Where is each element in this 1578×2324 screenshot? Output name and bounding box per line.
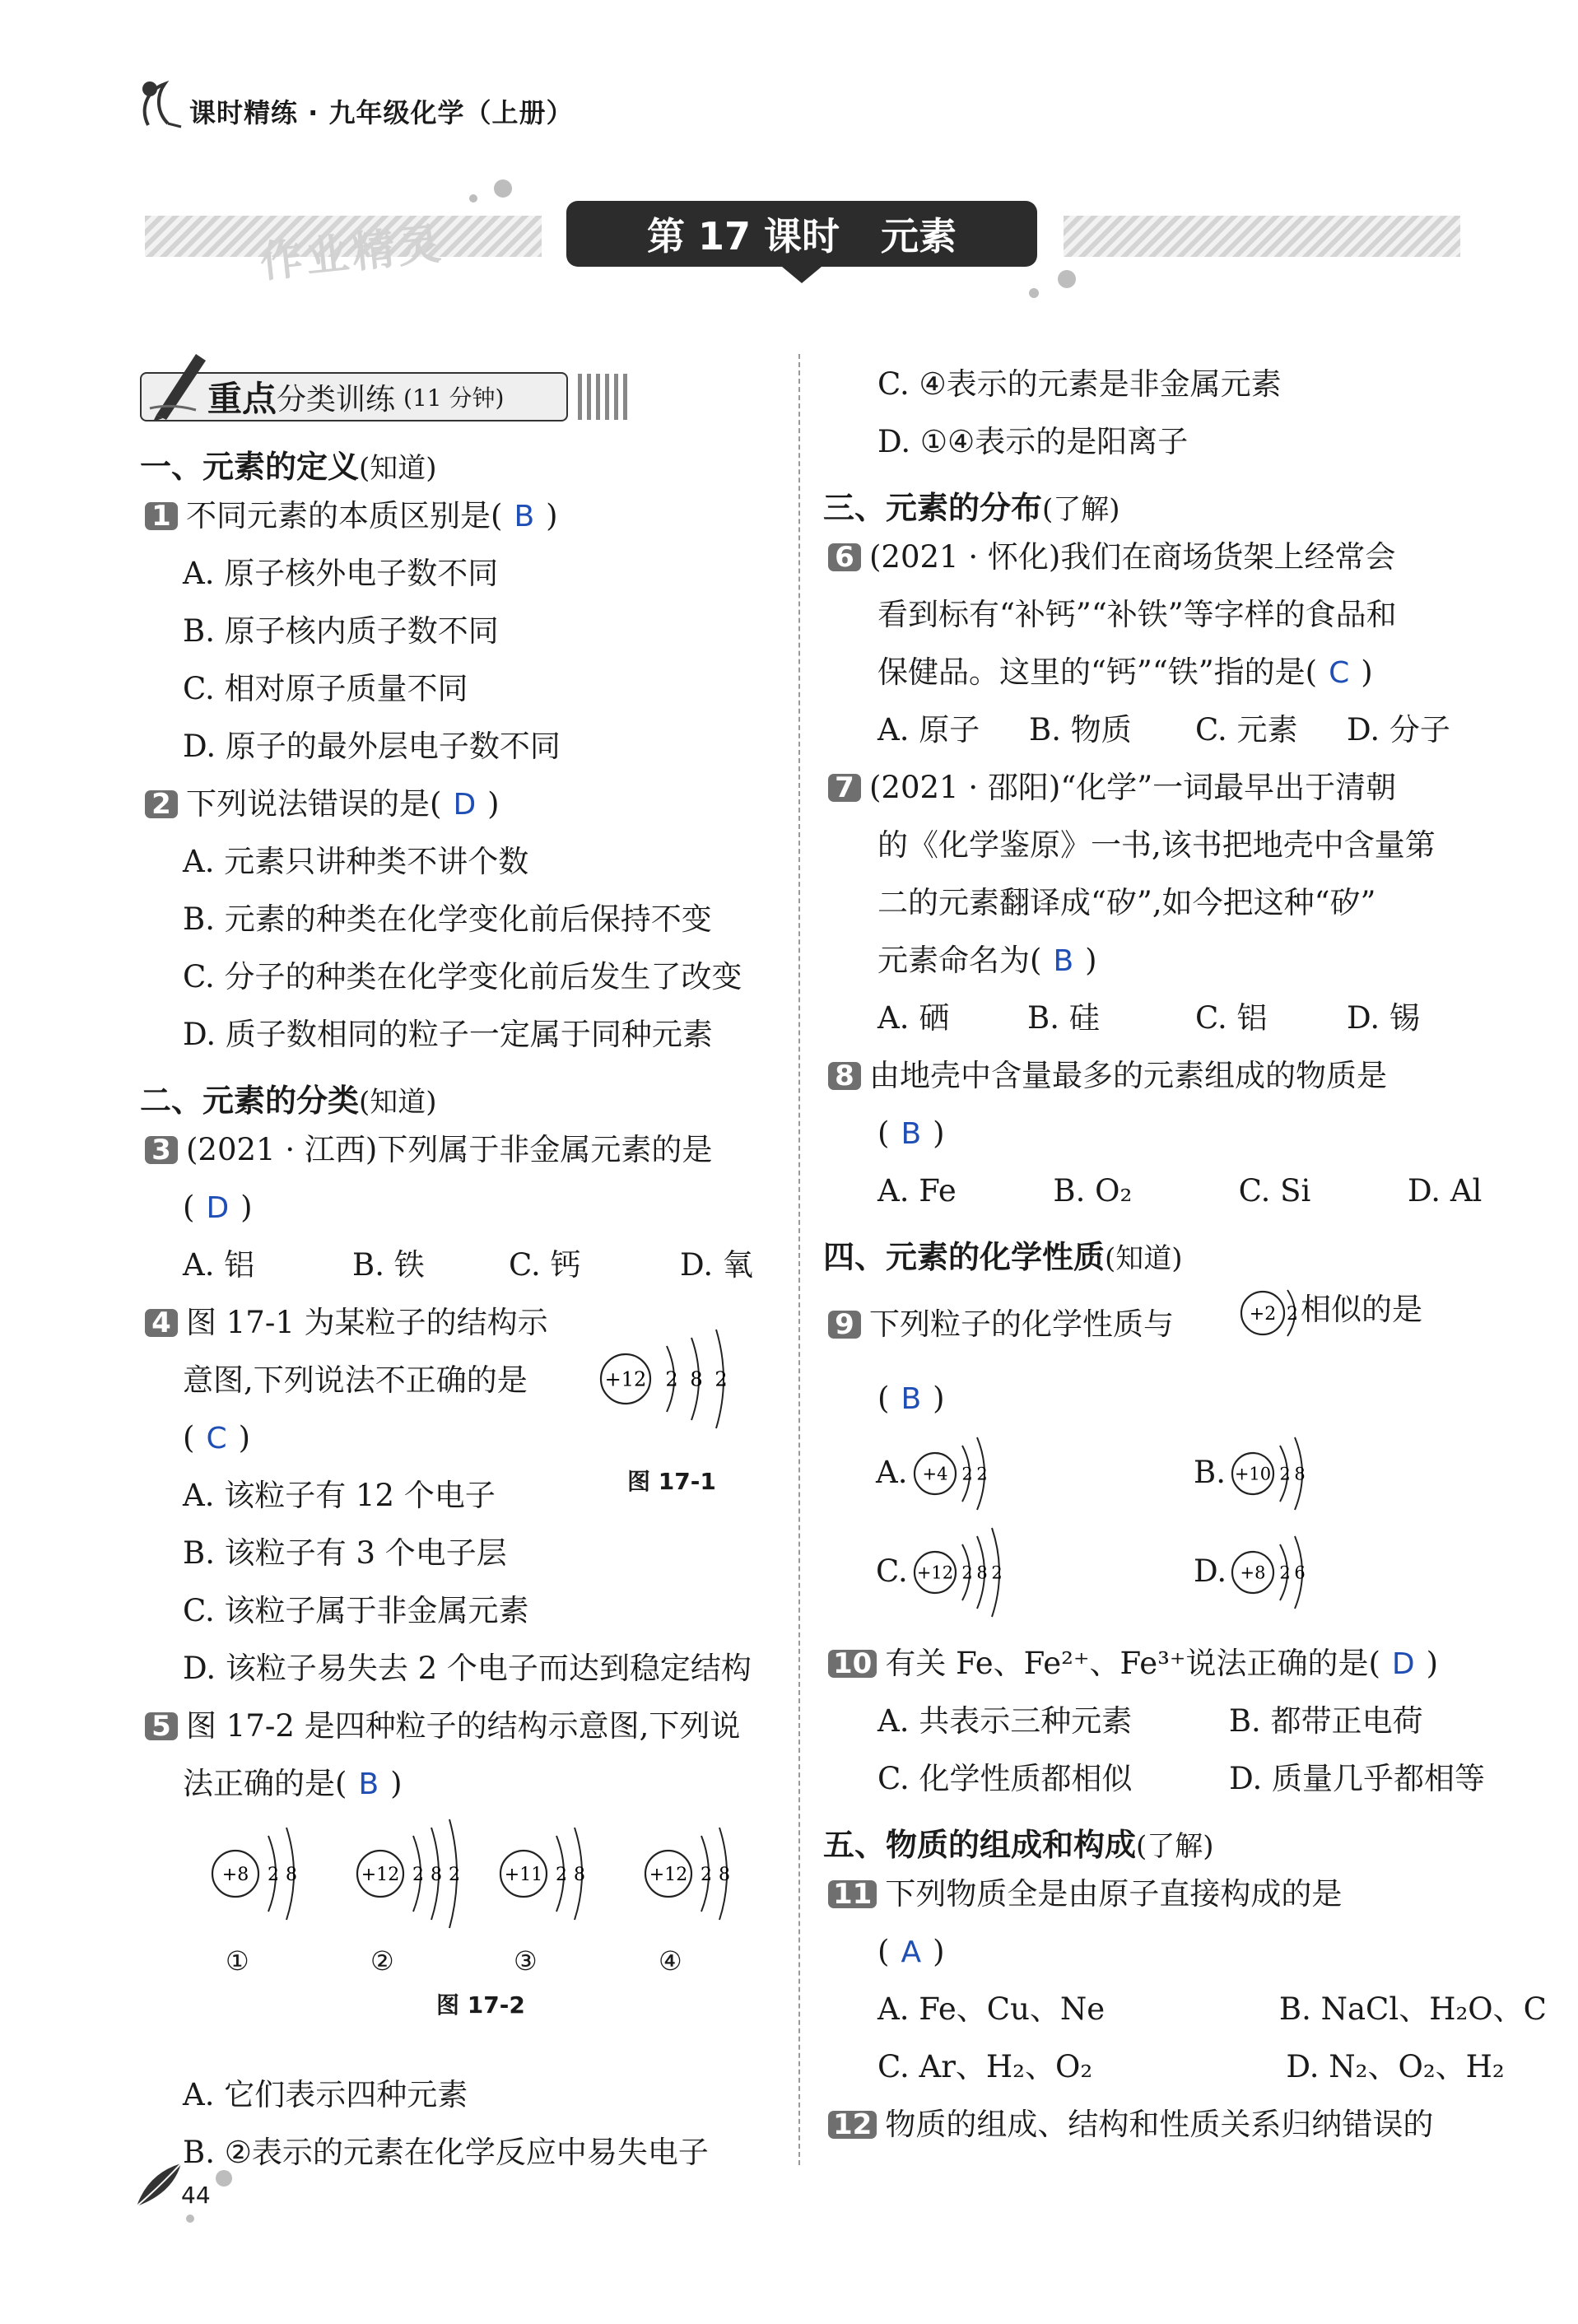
question [145,1307,548,1338]
q9-option-diagram [907,1531,1031,1614]
answer-line [877,654,1373,690]
q9-option-letter: C. [876,1553,908,1589]
nucleus-charge: +12 [916,1563,954,1583]
heading-tag: (了解) [1136,1830,1214,1863]
answer-line [877,1115,945,1151]
question-text: 元素命名为( [877,943,1042,978]
shell-electron-count: 2 [976,1464,988,1484]
option-item: D. 分子 [1347,712,1450,747]
heading-tag: (知道) [1105,1242,1183,1275]
fig2-label: ③ [514,1945,538,1977]
answer-choice: C [1329,656,1350,690]
question [828,772,1396,803]
q9-option-diagram [1225,1531,1348,1614]
shell-electron-count: 2 [449,1864,460,1885]
question-number: 10 [828,1650,877,1678]
option-line: D. ①④表示的是阳离子 [877,424,1189,459]
answer-choice: B [358,1767,379,1801]
answer-line [877,1936,945,1968]
option-line: A. Fe B. O₂ C. Si D. Al [877,1173,1483,1209]
nucleus-charge: +8 [1240,1563,1266,1583]
shell-electron-count: 2 [665,1367,678,1391]
question [145,786,500,822]
q9-option-letter: D. [1194,1553,1227,1589]
answer-line [877,1383,945,1414]
option-item: D. 氧 [680,1247,753,1283]
option-item: B. 铁 [352,1247,425,1283]
option-line: A. 原子核外电子数不同 [183,556,499,591]
question-text-end: ) [933,1115,945,1151]
shell-electron-count: 8 [1294,1464,1306,1484]
watermark: 作业精灵 [258,219,447,288]
nucleus-charge: +12 [649,1864,688,1885]
option-line: B. 元素的种类在化学变化前后保持不变 [183,901,712,937]
question-text: 下列说法错误的是( [186,786,442,822]
q9-reference-diagram [1238,1284,1296,1342]
option-item: B. 物质 [1029,712,1132,747]
question-number: 3 [145,1136,178,1164]
shell-electron-count: 8 [574,1864,585,1885]
shell-electron-count: 8 [690,1367,703,1391]
shell-electron-count: 2 [701,1864,712,1885]
option-line: C. 该粒子属于非金属元素 [183,1593,529,1628]
question-text-end: ) [546,498,558,533]
answer-choice: A [901,1935,922,1969]
question-text-end: ) [933,1934,945,1969]
question-number: 9 [828,1311,861,1339]
question-number: 6 [828,543,861,571]
decor-dot [494,179,512,198]
shell-electron-count: 2 [991,1563,1003,1583]
option-line: B. ②表示的元素在化学反应中易失电子 [183,2135,709,2170]
fig2-particle [644,1808,792,1956]
answer-line [183,1768,403,1800]
section-time: (11 分钟) [403,384,505,412]
option-item: B. 硅 [1027,1000,1100,1036]
shell-electron-count: 2 [412,1864,424,1885]
question-number: 1 [145,502,178,530]
question-text: ( [183,1190,195,1225]
question-text-end: ) [1361,654,1373,690]
question-number: 7 [828,774,861,802]
decor-dot [186,2215,194,2223]
question-text: ( [877,1115,890,1151]
heading-tag: (知道) [359,452,437,485]
question-number: 12 [828,2111,877,2139]
heading-text: 三、元素的分布 [823,490,1043,526]
nucleus-charge: +12 [361,1864,400,1885]
section-heading [823,1819,1214,1865]
option-item: C. 铝 [1195,1000,1268,1036]
shell-electron-count: 8 [431,1864,442,1885]
question-text-end: ) [238,1420,251,1455]
answer-choice: B [901,1117,922,1151]
nucleus-charge: +11 [504,1864,543,1885]
lesson-title [566,201,1037,267]
question [145,1708,741,1744]
question-text: 不同元素的本质区别是( [186,498,503,533]
question-text: (2021 · 邵阳)“化学”一词最早出于清朝 [869,770,1397,805]
answer-choice: D [206,1191,230,1225]
nucleus-charge: +4 [922,1464,948,1484]
q9-option-diagram [907,1432,1031,1515]
option-line: C. 相对原子质量不同 [183,671,468,706]
answer-choice: B [1053,944,1074,978]
option-line: D. 该粒子易失去 2 个电子而达到稳定结构 [183,1651,752,1686]
shell-electron-count: 6 [1294,1563,1306,1583]
question-text: 物质的组成、结构和性质关系归纳错误的 [885,2107,1434,2142]
shell-electron-count: 2 [1279,1563,1291,1583]
question [828,2109,1433,2140]
question [828,1648,1438,1679]
answer-line [183,1192,253,1223]
question-text: (2021 · 江西)下列属于非金属元素的是 [186,1132,713,1167]
section-heading [140,1075,437,1120]
decor-dot [1058,270,1076,288]
q9-option-letter: B. [1194,1455,1226,1490]
question-text-end: ) [390,1766,403,1801]
shell-electron-count: 2 [961,1464,973,1484]
page-number: 44 [181,2182,211,2209]
shell-electron-count: 8 [719,1864,730,1885]
decor-dot [216,2170,232,2187]
option-line: A. 它们表示四种元素 [183,2077,468,2112]
option-line: C. Ar、H₂、O₂ D. N₂、O₂、H₂ [877,2049,1505,2084]
option-item: D. 锡 [1347,1000,1420,1036]
column-divider [798,354,800,2165]
section-title: 分类训练 [277,382,396,417]
shell-electron-count: 2 [268,1864,279,1885]
lesson-number: 第 17 课时 [646,214,840,258]
question-number: 8 [828,1062,861,1090]
option-line: B. 原子核内质子数不同 [183,613,499,649]
question-number: 5 [145,1712,178,1740]
fig2-label: ④ [659,1945,682,1977]
pen-icon [147,346,212,421]
book-title: 课时精练 · 九年级化学（上册） [189,97,574,128]
option-line: A. Fe、Cu、Ne B. NaCl、H₂O、C [877,1991,1547,2027]
heading-text: 四、元素的化学性质 [823,1239,1106,1275]
shell-electron-count: 2 [1287,1303,1298,1325]
question-text: ( [183,1420,195,1455]
answer-choice: D [1391,1647,1415,1681]
answer-choice: D [453,788,477,822]
question-number: 2 [145,790,178,818]
question-text: 保健品。这里的“钙”“铁”指的是( [877,654,1318,690]
question-text: 下列粒子的化学性质与 [869,1306,1174,1342]
question-text: 图 17-2 是四种粒子的结构示意图,下列说 [186,1708,741,1744]
option-line: D. 原子的最外层电子数不同 [183,729,561,764]
figure-17-1 [593,1317,749,1441]
option-line: A. 该粒子有 12 个电子 [183,1478,496,1513]
section-heading [140,441,437,487]
question-text-end: ) [487,786,500,822]
q9-tail: 相似的是 [1301,1292,1422,1327]
option-item: C. 钙 [509,1247,581,1283]
question-text: 由地壳中含量最多的元素组成的物质是 [869,1058,1387,1093]
question-text: ( [877,1934,890,1969]
shell-electron-count: 8 [976,1563,988,1583]
question-text-end: ) [1085,943,1097,978]
option-line: 意图,下列说法不正确的是 [183,1362,528,1398]
question [145,1134,712,1165]
question-text-end: ) [933,1381,945,1416]
option-item: A. 铝 [183,1247,255,1283]
question-text: 法正确的是( [183,1766,347,1801]
section-heading [823,482,1120,528]
shell-electron-count: 2 [961,1563,973,1583]
question-text-end: ) [240,1190,253,1225]
answer-line [877,945,1097,976]
title-stripe-right [1064,216,1460,257]
fig2-particle [499,1808,647,1956]
heading-tag: (知道) [359,1086,437,1119]
nucleus-charge: +2 [1249,1303,1277,1325]
fig2-particle [211,1808,359,1956]
question [145,498,558,533]
question [828,1060,1387,1091]
header-logo-icon [132,76,186,133]
decor-dot [1029,288,1039,298]
question [828,1306,1174,1342]
option-line: C. ④表示的元素是非金属元素 [877,366,1282,402]
answer-line [183,1420,251,1455]
question-text: 图 17-1 为某粒子的结构示 [186,1305,548,1340]
nucleus-charge: +10 [1234,1464,1272,1484]
heading-text: 五、物质的组成和构成 [823,1827,1137,1863]
option-item: A. 硒 [877,1000,950,1036]
option-line: 的《化学鉴原》一书,该书把地壳中含量第 [877,827,1436,863]
question-text: ( [877,1381,890,1416]
answer-choice: B [514,500,535,533]
option-line: D. 质子数相同的粒子一定属于同种元素 [183,1017,713,1052]
figure-17-2-caption: 图 17-2 [436,1991,525,2019]
question-text-end: ) [1426,1646,1439,1681]
option-line: 二的元素翻译成“矽”,如今把这种“矽” [877,885,1376,920]
question-text: (2021 · 怀化)我们在商场货架上经常会 [869,539,1396,575]
heading-text: 一、元素的定义 [140,449,360,485]
option-line: B. 该粒子有 3 个电子层 [183,1535,507,1571]
nucleus-charge: +12 [604,1367,647,1391]
shell-electron-count: 2 [715,1367,728,1391]
shell-electron-count: 2 [556,1864,567,1885]
figure-17-1-caption: 图 17-1 [627,1468,716,1495]
question-text: 下列物质全是由原子直接构成的是 [885,1876,1343,1912]
heading-tag: (了解) [1042,493,1120,526]
nucleus-charge: +8 [221,1864,249,1885]
option-line: 看到标有“补钙”“补铁”等字样的食品和 [877,597,1397,632]
fig2-particle [356,1808,504,1956]
option-item: A. 原子 [877,712,980,747]
option-item: C. 元素 [1195,712,1298,747]
question [828,539,1396,575]
option-line: C. 分子的种类在化学变化前后发生了改变 [183,959,742,994]
q9-option-letter: A. [876,1455,908,1490]
option-line: A. 共表示三种元素 B. 都带正电荷 [877,1703,1423,1739]
heading-text: 二、元素的分类 [140,1083,360,1119]
question [828,1876,1343,1912]
option-line: A. 元素只讲种类不讲个数 [183,844,529,879]
question-text: 有关 Fe、Fe²⁺、Fe³⁺说法正确的是( [885,1646,1380,1681]
q9-option-diagram [1225,1432,1348,1515]
section-bars [578,374,627,420]
lesson-topic: 元素 [881,214,957,258]
question-number: 11 [828,1880,877,1908]
section-bold: 重点 [207,379,277,419]
fig2-label: ① [226,1945,249,1977]
option-line: C. 化学性质都相似 D. 质量几乎都相等 [877,1761,1485,1796]
decor-dot [469,194,477,203]
shell-electron-count: 8 [286,1864,297,1885]
shell-electron-count: 2 [1279,1464,1291,1484]
fig2-label: ② [370,1945,394,1977]
question-number: 4 [145,1309,178,1337]
section-heading [823,1232,1183,1277]
answer-choice: C [206,1422,227,1455]
answer-choice: B [901,1382,922,1416]
